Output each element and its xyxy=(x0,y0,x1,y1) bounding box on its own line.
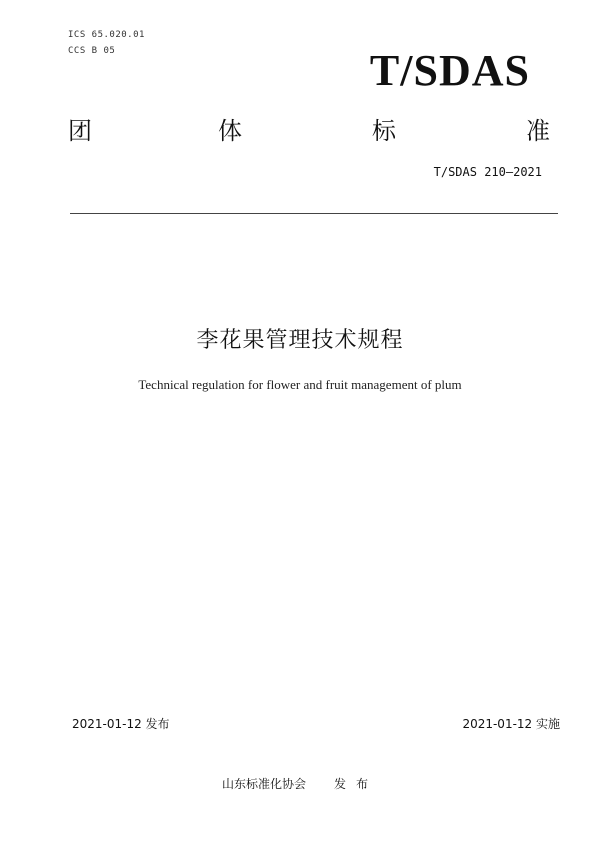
ics-code: ICS 65.020.01 xyxy=(68,30,145,40)
standard-type-heading xyxy=(68,116,552,146)
standard-number: T/SDAS 210—2021 xyxy=(433,165,542,179)
publisher-organization: 山东标准化协会 xyxy=(221,777,306,791)
standard-type-char: 标 xyxy=(372,117,396,145)
header-divider xyxy=(70,213,558,214)
standard-code-heading: T/SDAS xyxy=(369,46,530,95)
document-title-chinese: 李花果管理技术规程 xyxy=(196,328,404,353)
publisher-action: 发布 xyxy=(334,777,379,791)
publisher-line xyxy=(0,776,600,792)
implementation-date: 2021-01-12 实施 xyxy=(462,717,560,731)
document-title-english: Technical regulation for flower and fruit management of plum xyxy=(138,377,462,392)
release-date: 2021-01-12 发布 xyxy=(72,717,170,731)
standard-type-char: 团 xyxy=(68,117,92,145)
standard-type-char: 准 xyxy=(526,117,550,145)
standard-type-char: 体 xyxy=(218,117,242,145)
ccs-code: CCS B 05 xyxy=(68,46,116,56)
